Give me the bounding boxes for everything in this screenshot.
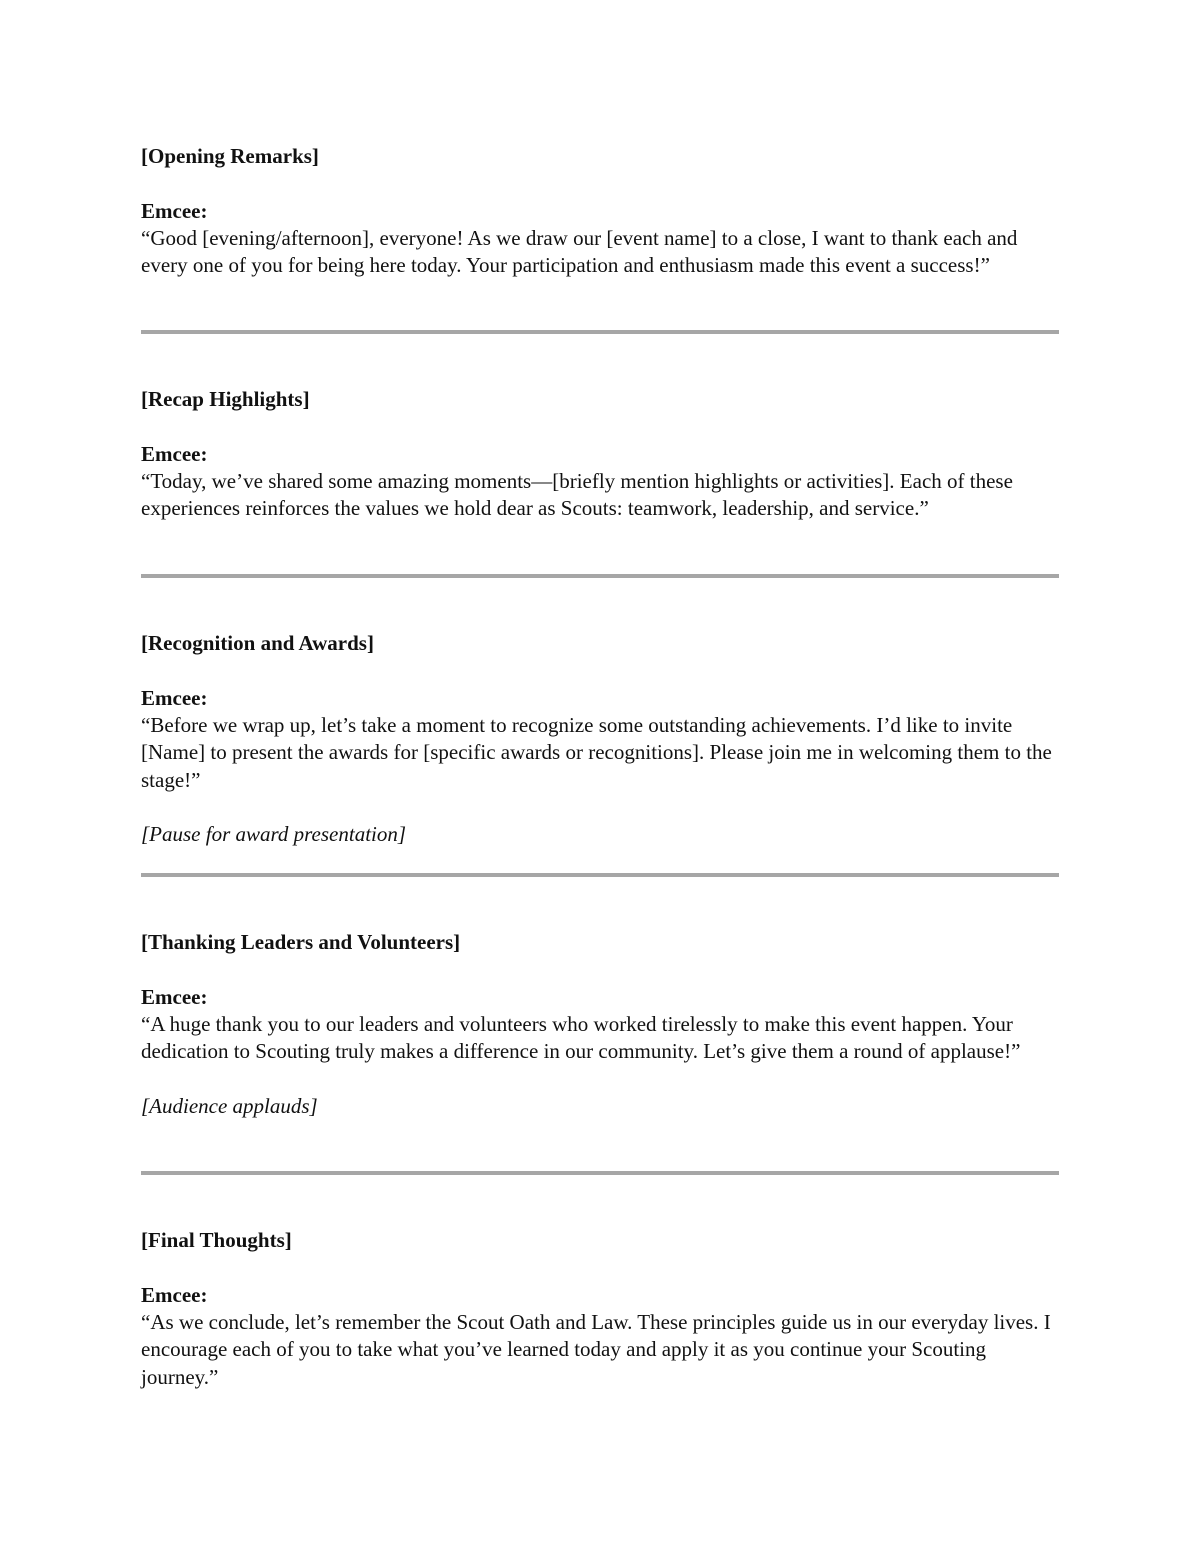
section-thanking-leaders [141, 929, 1059, 1120]
speaker-label: Emcee: [141, 985, 208, 1009]
section-divider [141, 873, 1059, 877]
section-divider [141, 574, 1059, 578]
section-divider [141, 330, 1059, 334]
section-opening-remarks [141, 143, 1059, 280]
speaker-quote: “A huge thank you to our leaders and volunteers who worked tirelessly to make this event happen. Your dedication to Scouting truly makes a difference in our community. Let’s give them a round of applause!” [141, 1012, 1021, 1064]
section-final-thoughts [141, 1227, 1059, 1391]
stage-direction: [Pause for award presentation] [141, 821, 407, 846]
speaker-label: Emcee: [141, 686, 208, 710]
speaker-quote: “As we conclude, let’s remember the Scout Oath and Law. These principles guide us in our everyday lives. I encourage each of you to take what you’ve learned today and apply it as you continue your Scouting journey.” [141, 1310, 1051, 1389]
speaker-label: Emcee: [141, 199, 208, 223]
speaker-quote: “Today, we’ve shared some amazing moments—[briefly mention highlights or activities]. Each of these experiences reinforces the values we hold dear as Scouts: teamwork, leadership, and service.” [141, 469, 1013, 521]
speaker-label: Emcee: [141, 1283, 208, 1307]
section-heading: [Opening Remarks] [141, 144, 319, 168]
section-heading: [Recognition and Awards] [141, 631, 374, 655]
speaker-quote: “Good [evening/afternoon], everyone! As we draw our [event name] to a close, I want to thank each and every one of you for being here today. Your participation and enthusiasm made this event a success!” [141, 226, 1018, 278]
stage-direction: [Audience applauds] [141, 1093, 318, 1118]
speaker-label: Emcee: [141, 442, 208, 466]
section-heading: [Recap Highlights] [141, 387, 310, 411]
section-divider [141, 1171, 1059, 1175]
section-recap-highlights [141, 386, 1059, 523]
section-heading: [Thanking Leaders and Volunteers] [141, 930, 461, 954]
section-heading: [Final Thoughts] [141, 1228, 292, 1252]
section-recognition-awards [141, 630, 1059, 848]
speaker-quote: “Before we wrap up, let’s take a moment to recognize some outstanding achievements. I’d like to invite [Name] to present the awards for [specific awards or recognitions]. Please join me in welcoming them to the stage!” [141, 713, 1052, 792]
